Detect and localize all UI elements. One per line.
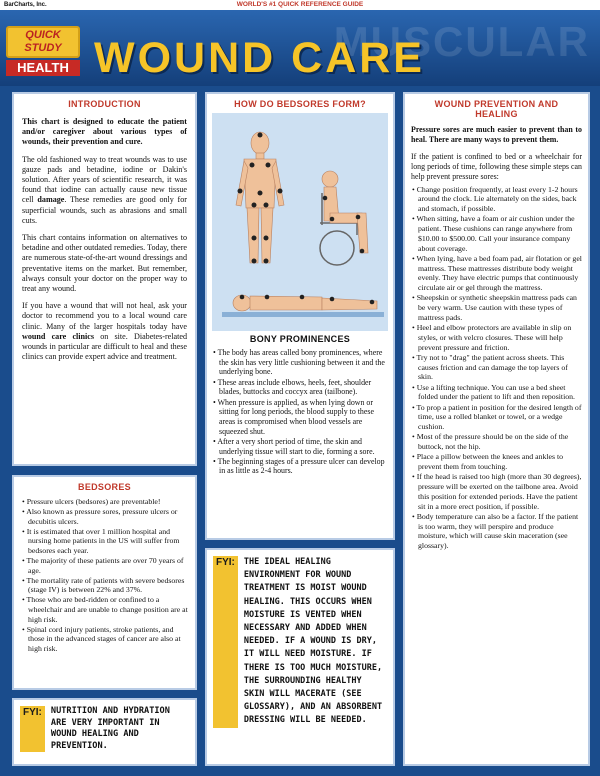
quick-study-logo (6, 26, 80, 86)
list-item: • If the head is raised too high (more than 30 degrees), pressure will be exerted on the tailbone area. Avoid this position for extended periods. Have the patient sit in a more erect position, if possible. (418, 472, 582, 511)
list-item: • Try not to "drag" the patient across sheets. This causes friction and can damage the top layers of skin. (418, 353, 582, 382)
logo-health: HEALTH (6, 60, 80, 76)
list-item: • The body has areas called bony prominences, where the skin has very little cushioning between it and the underlying bone. (219, 348, 388, 377)
prevention-title: WOUND PREVENTION AND HEALING (434, 99, 559, 119)
list-item: • The mortality rate of patients with severe bedsores (stage IV) is between 22% and 37%. (28, 576, 188, 595)
list-item: • Body temperature can also be a factor. If the patient is too warm, they will perspire and produce moisture, which will cause skin maceration (see glossary). (418, 512, 582, 551)
body-figures-graphic (212, 113, 390, 331)
prevention-list (411, 185, 582, 551)
publisher-name: BarCharts, Inc. (4, 2, 47, 8)
introduction-paragraph-1: The old fashioned way to treat wounds was to use gauze pads and betadine, iodine or Dakin's solution. After years of scientific research, it was found that iodine can actually cause new tissue cell damage. These remedies are good only for superficial wounds, such as abrasions and small cuts. (22, 154, 187, 225)
bedsores-form-panel (205, 92, 395, 540)
fyi-healing-text: THE IDEAL HEALING ENVIRONMENT FOR WOUND TREATMENT IS MOIST WOUND HEALING. THIS OCCURS WHEN MOISTURE IS VENTED WHEN NECESSARY AND ADDED WHEN NEEDED. IF A WOUND IS DRY, IT WILL NEED MOISTURE. IF THERE IS TOO MUCH MOISTURE, THE SURROUNDING HEALTHY SKIN WILL MACERATE (SEE GLOSSARY), AND AN ABSORBENT DRESSING WILL BE NEEDED. (243, 557, 383, 726)
list-item: • These areas include elbows, heels, feet, shoulder blades, buttocks and coccyx area (tailbone). (219, 378, 388, 397)
fyi-nutrition-text: NUTRITION AND HYDRATION ARE VERY IMPORTANT IN WOUND HEALING AND PREVENTION. (50, 706, 170, 751)
guide-line: WORLD'S #1 QUICK REFERENCE GUIDE (236, 1, 364, 8)
logo-quick-study: QUICK STUDY (6, 26, 80, 58)
list-item: • Heel and elbow protectors are available in slip on styles, or with velcro closures. These will help prevent pressure and friction. (418, 323, 582, 352)
list-item: • Most of the pressure should be on the side of the buttock, not the hip. (418, 432, 582, 452)
introduction-text (22, 117, 187, 362)
list-item: • Place a pillow between the knees and ankles to prevent them from touching. (418, 452, 582, 472)
header-background-words: MUSCULAR (333, 18, 590, 65)
bedsores-title: BEDSORES (78, 482, 131, 492)
prevention-text (411, 125, 582, 182)
list-item: • Also known as pressure sores, pressure ulcers or decubitis ulcers. (28, 507, 188, 526)
list-item: • The beginning stages of a pressure ulcer can develop in as little as 2-4 hours. (219, 457, 388, 476)
introduction-paragraph-3: If you have a wound that will not heal, ask your doctor to recommend you to a local wound care clinic. Many of the larger hospitals today have wound care clinics on site. Diabetes-related wounds in particular are difficult to heal and these clinics can provide expert advice and treatment. (22, 301, 187, 362)
page-title: WOUND CARE (94, 34, 425, 82)
prevention-intro: If the patient is confined to bed or a wheelchair for long periods of time, following these simple steps can help prevent pressure sores: (411, 151, 582, 181)
list-item: • Sheepskin or synthetic sheepskin mattress pads can be very warm. Use caution with these types of mattress pads. (418, 293, 582, 322)
list-item: • It is estimated that over 1 million hospital and nursing home patients in the US will suffer from bedsores each year. (28, 527, 188, 556)
bony-prominences-caption: BONY PROMINENCES (249, 334, 351, 344)
list-item: • Those who are bed-ridden or confined to a wheelchair and are unable to change position are at high risk. (28, 595, 188, 624)
top-bar (0, 0, 600, 10)
introduction-panel (12, 92, 197, 466)
introduction-paragraph-2: This chart contains information on alternatives to betadine and other outdated remedies. Today, there are numerous state-of-the-art wound dressings and preventative items on the market. But remember, always consult your doctor on the proper way to treat any wound. (22, 233, 187, 294)
fyi-tag: FYI: (213, 556, 238, 728)
bony-prominences-illustration (212, 113, 388, 331)
list-item: • When sitting, have a foam or air cushion under the patient. These cushions can range anywhere from $10.00 to $500.00. Call your insurance company about coverage. (418, 214, 582, 253)
list-item: • After a very short period of time, the skin and underlying tissue will start to die, forming a sore. (219, 437, 388, 456)
list-item: • To prop a patient in position for the desired length of time, use a rolled blanket or towel, or a wedge cushion. (418, 403, 582, 432)
bedsores-form-list (212, 348, 388, 476)
bedsores-panel (12, 475, 197, 690)
introduction-lead: This chart is designed to educate the patient and/or caregiver about various types of wounds, their prevention and cure. (22, 117, 187, 147)
list-item: • Change position frequently, at least every 1-2 hours around the clock. Lie alternately on the sides, back and stomach, if possible. (418, 185, 582, 214)
prevention-lead: Pressure sores are much easier to prevent than to heal. There are many ways to prevent them. (411, 125, 582, 144)
list-item: • Pressure ulcers (bedsores) are preventable! (28, 497, 188, 507)
header-banner (0, 10, 600, 86)
fyi-healing-panel (205, 548, 395, 766)
bedsores-form-title: HOW DO BEDSORES FORM? (234, 99, 366, 109)
list-item: • When lying, have a bed foam pad, air flotation or gel mattress. These mattresses distribute body weight evenly. They have electric pumps that continuously circulate air or gel through the mattress. (418, 254, 582, 293)
list-item: • When pressure is applied, as when lying down or sitting for long periods, the blood supply to these areas is compromised when blood vessels are squeezed shut. (219, 398, 388, 437)
list-item: • The majority of these patients are over 70 years of age. (28, 556, 188, 575)
list-item: • Use a lifting technique. You can use a bed sheet folded under the patient to lift and then reposition. (418, 383, 582, 403)
introduction-title: INTRODUCTION (68, 99, 141, 109)
fyi-nutrition-panel (12, 698, 197, 766)
list-item: • Spinal cord injury patients, stroke patients, and those in the advanced stages of cancer are also at high risk. (28, 625, 188, 654)
bedsores-list (21, 497, 188, 654)
prevention-panel (403, 92, 590, 766)
fyi-tag: FYI: (20, 706, 45, 752)
